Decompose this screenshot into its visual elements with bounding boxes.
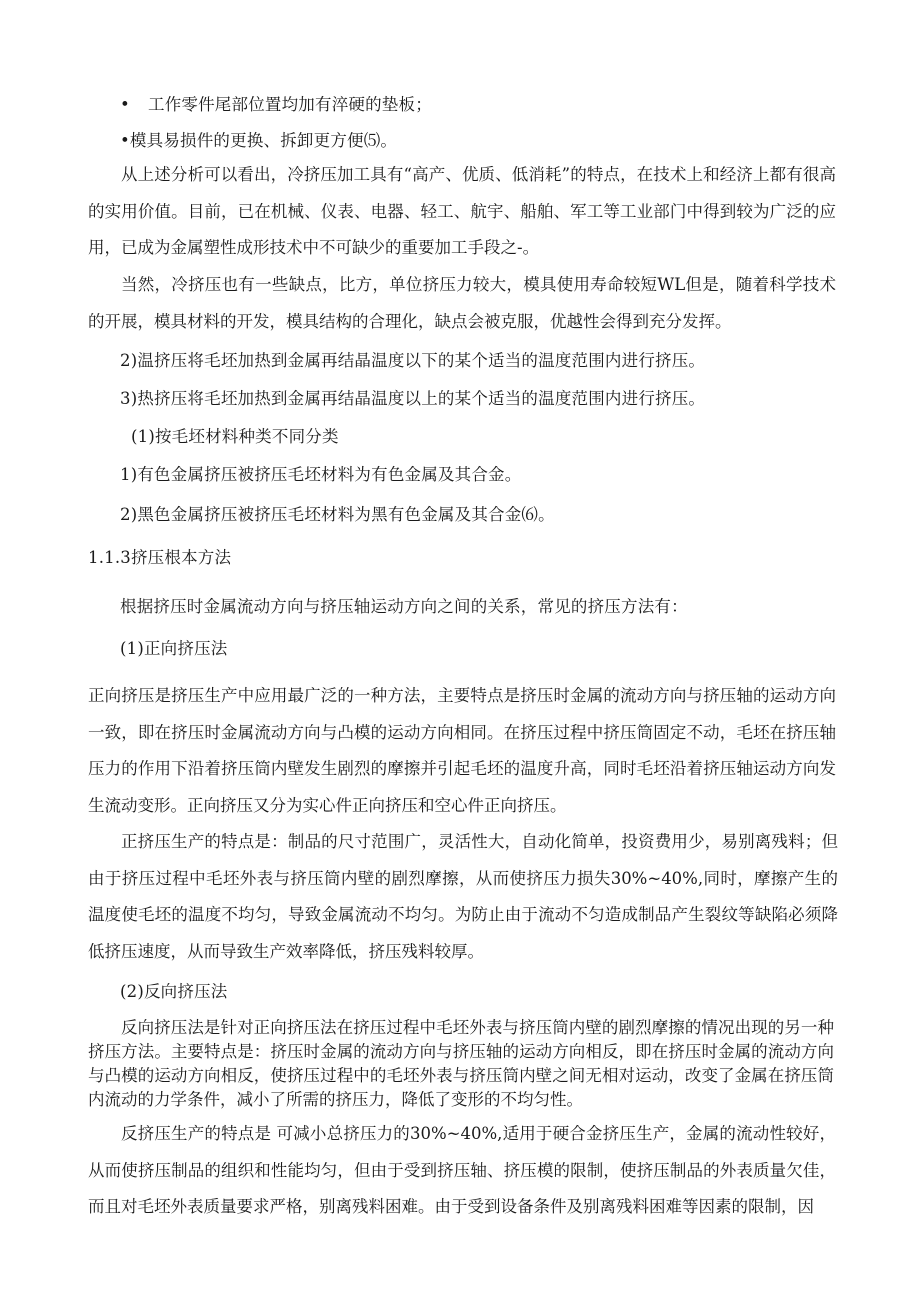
bullet-icon: • bbox=[120, 95, 130, 114]
subheading: (1)按毛坯材料种类不同分类 bbox=[131, 427, 339, 446]
paragraph-backward-features: 反挤压生产的特点是 可减小总挤压力的30%~40%,适用于硬合金挤压生产，金属的流动性较好，从而使挤压制品的组织和性能均匀，但由于受到挤压轴、挤压模的限制，使挤压制品的外表质量欠佳，而且对毛坯外表质量要求严格，别离残料困难。由于受到设备条件及别离残料困难等因素的限制，因 bbox=[88, 1124, 836, 1216]
list-item: 3)热挤压将毛坯加热到金属再结晶温度以上的某个适当的温度范围内进行挤压。 bbox=[120, 389, 706, 408]
paragraph-backward: 反向挤压法是针对正向挤压法在挤压过程中毛坯外表与挤压筒内壁的剧烈摩擦的情况出现的另一种挤压方法。主要特点是：挤压时金属的流动方向与挤压轴的运动方向相反，即在挤压时金属的流动方向与凸模的运动方向相反，使挤压过程中的毛坯外表与挤压筒内壁之间无相对运动，改变了金属在挤压筒内流动的力学条件，减小了所需的挤压力，降低了变形的不均匀性。 bbox=[88, 1018, 834, 1109]
bullet-item: •模具易损件的更换、拆卸更方便⑸。 bbox=[120, 131, 398, 150]
paragraph-forward-features: 正挤压生产的特点是：制品的尺寸范围广，灵活性大，自动化简单，投资费用少，易别离残料；但由于挤压过程中毛坯外表与挤压筒内壁的剧烈摩擦，从而使挤压力损失30%~40%,同时，摩擦产生的温度使毛坯的温度不均匀，导致金属流动不均匀。为防止由于流动不匀造成制品产生裂纹等缺陷必须降低挤压速度，从而导致生产效率降低，挤压残料较厚。 bbox=[88, 832, 838, 961]
section-heading: 1.1.3挤压根本方法 bbox=[88, 548, 232, 567]
subheading: (2)反向挤压法 bbox=[120, 982, 228, 1001]
paragraph-intro: 根据挤压时金属流动方向与挤压轴运动方向之间的关系，常见的挤压方法有： bbox=[120, 597, 688, 616]
bullet-text: 工作零件尾部位置均加有淬硬的垫板； bbox=[148, 95, 432, 114]
paragraph-drawbacks: 当然，冷挤压也有一些缺点，比方，单位挤压力较大，模具使用寿命较短WL但是，随着科学技术的开展，模具材料的开发，模具结构的合理化，缺点会被克服，优越性会得到充分发挥。 bbox=[88, 275, 836, 331]
list-item: 1)有色金属挤压被挤压毛坯材料为有色金属及其合金。 bbox=[120, 465, 522, 484]
paragraph-summary: 从上述分析可以看出，冷挤压加工具有“高产、优质、低消耗”的特点，在技术上和经济上都有很高的实用价值。目前，已在机械、仪表、电器、轻工、航宇、船舶、军工等工业部门中得到较为广泛的应用，已成为金属塑性成形技术中不可缺少的重要加工手段之-。 bbox=[88, 165, 836, 257]
list-item: 2)黑色金属挤压被挤压毛坯材料为黑有色金属及其合金⑹。 bbox=[120, 505, 555, 524]
list-item: 2)温挤压将毛坯加热到金属再结晶温度以下的某个适当的温度范围内进行挤压。 bbox=[120, 351, 706, 370]
subheading: (1)正向挤压法 bbox=[120, 639, 228, 658]
paragraph-forward: 正向挤压是挤压生产中应用最广泛的一种方法，主要特点是挤压时金属的流动方向与挤压轴的运动方向一致，即在挤压时金属流动方向与凸模的运动方向相同。在挤压过程中挤压筒固定不动，毛坯在挤压轴压力的作用下沿着挤压筒内壁发生剧烈的摩擦并引起毛坯的温度升高，同时毛坯沿着挤压轴运动方向发生流动变形。正向挤压又分为实心件正向挤压和空心件正向挤压。 bbox=[88, 686, 836, 815]
bullet-item bbox=[120, 95, 432, 115]
